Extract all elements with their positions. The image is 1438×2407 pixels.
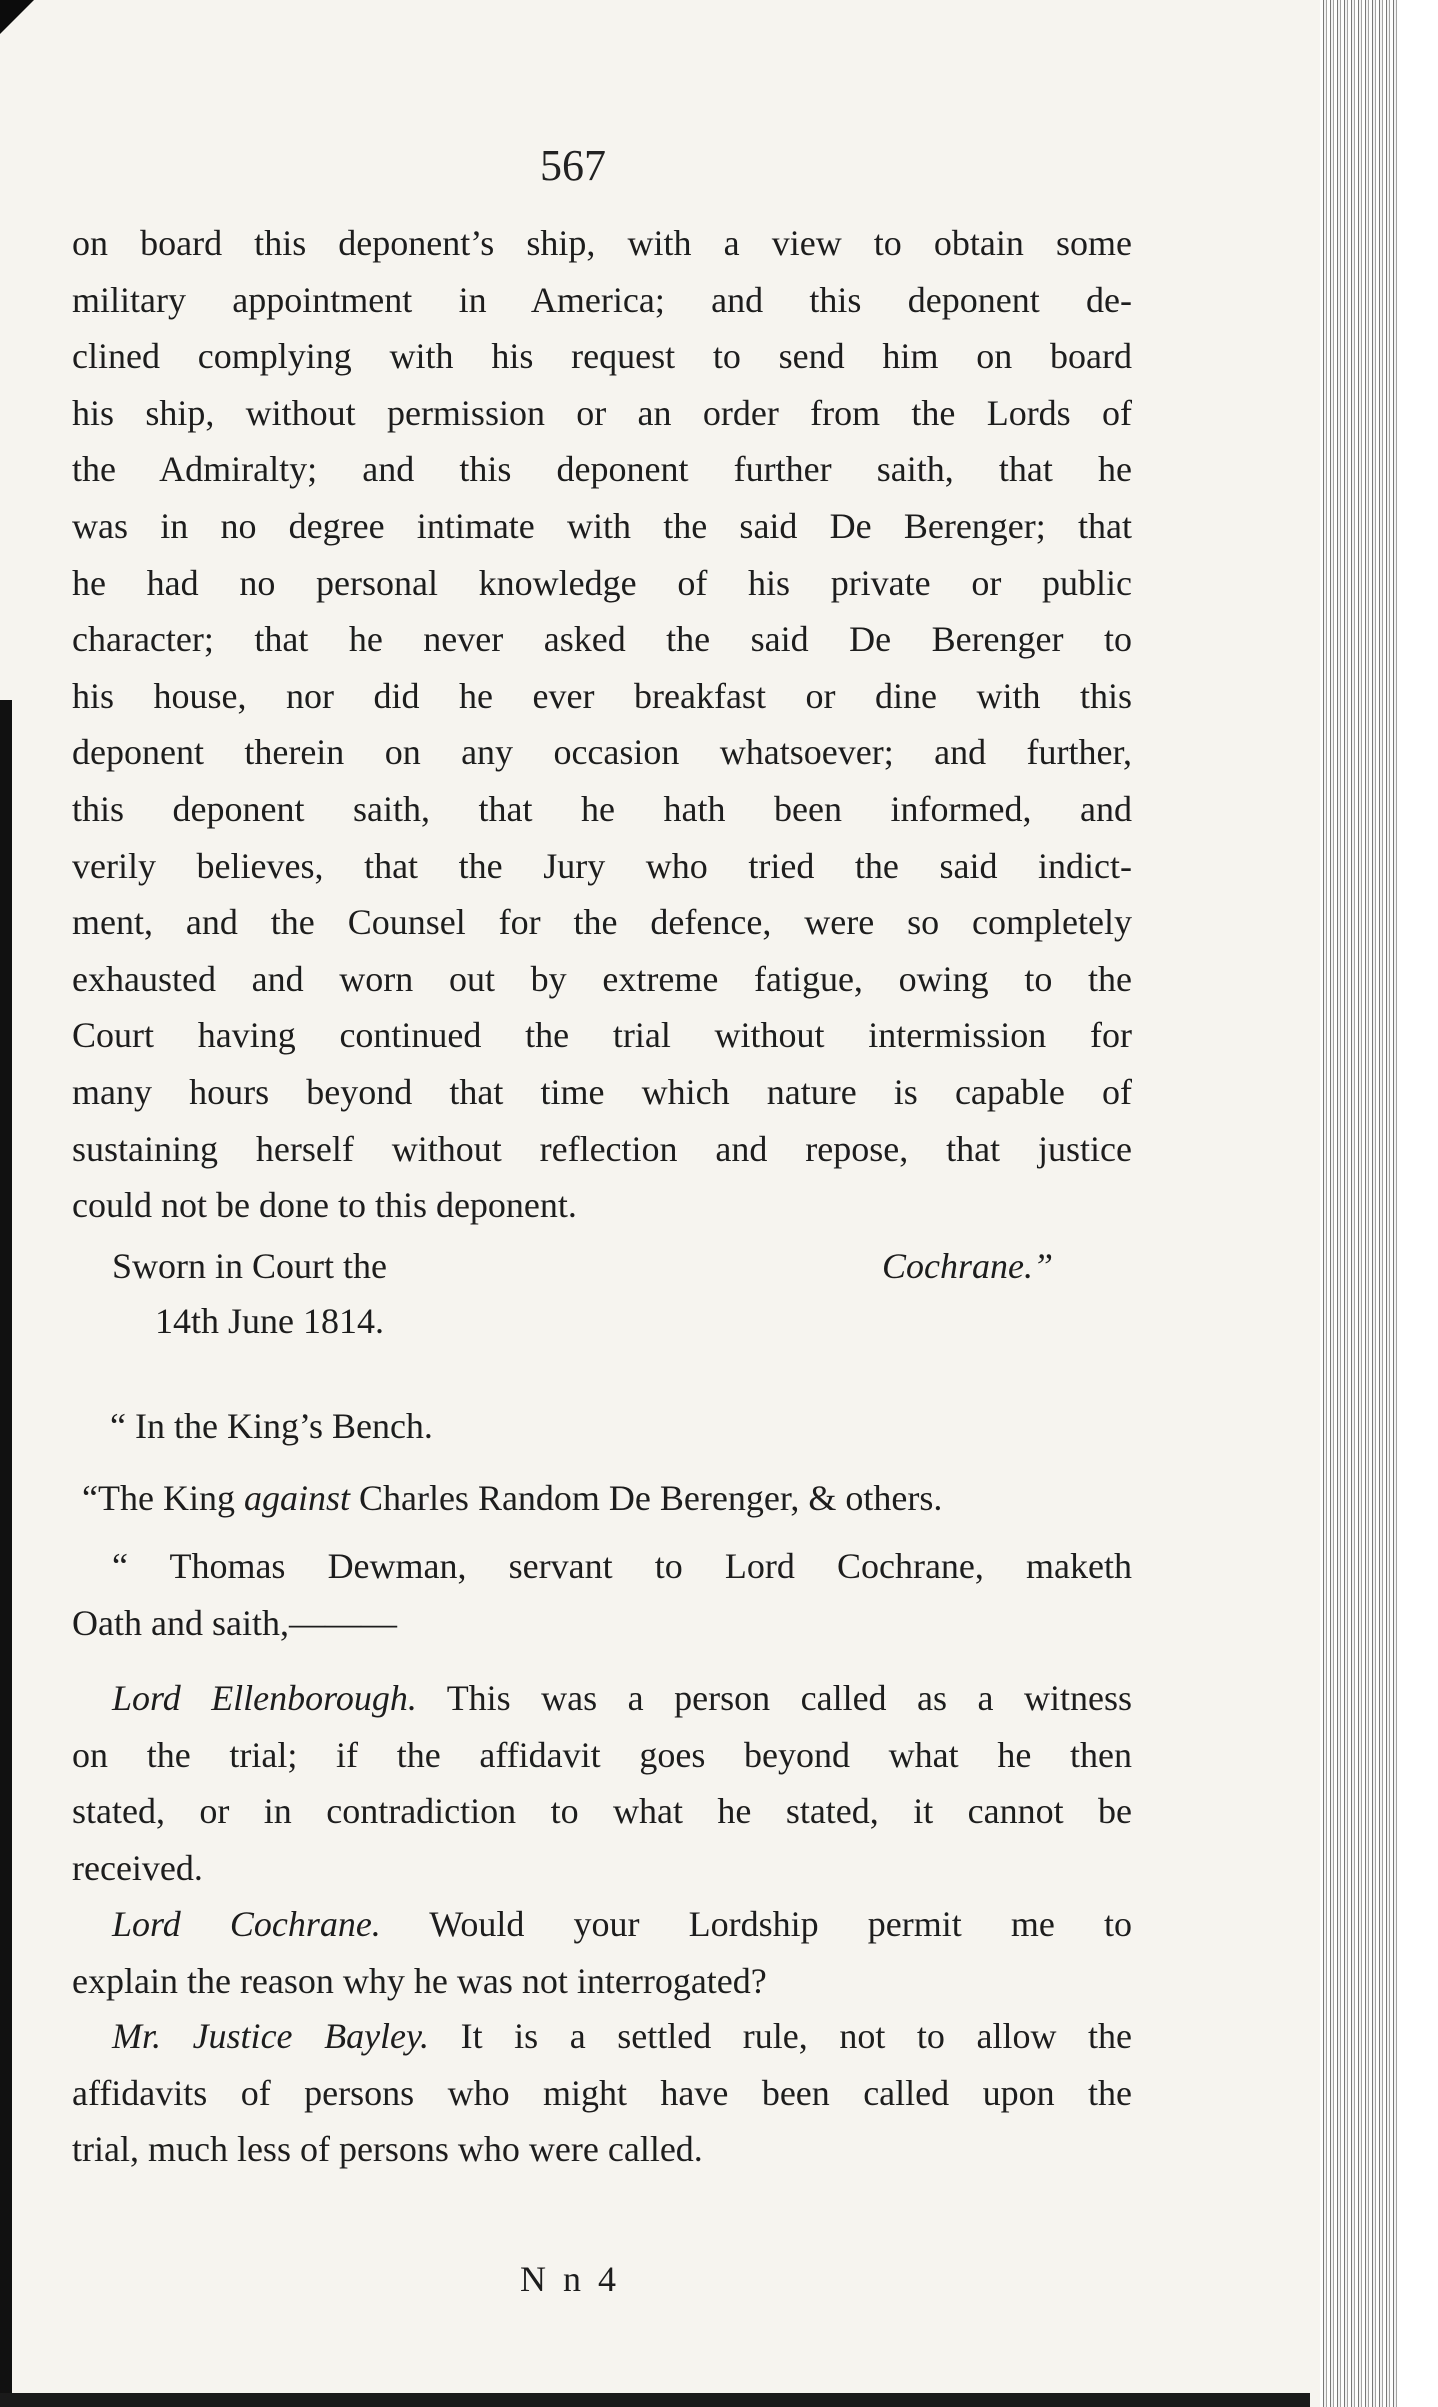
body-line: many hours beyond that time which nature is capable of	[72, 1071, 1132, 1112]
bayley-line: trial, much less of persons who were called.	[72, 2129, 703, 2170]
scan-bottom-edge	[0, 2393, 1310, 2407]
cochrane-line	[72, 1896, 1132, 1953]
case-against: against	[243, 1478, 350, 1518]
speaker-ellenborough: Lord Ellenborough.	[112, 1678, 417, 1718]
signature: Cochrane.”	[882, 1246, 1053, 1286]
body-line: clined complying with his request to send him on board	[72, 336, 1132, 377]
bayley-paragraph	[72, 2008, 1132, 2178]
dewman-line: “ Thomas Dewman, servant to Lord Cochrane, maketh	[112, 1546, 1132, 1586]
body-line: was in no degree intimate with the said De Berenger; that	[72, 505, 1132, 546]
case-prefix: “The King	[82, 1478, 244, 1518]
dewman-line: Oath and saith,———	[72, 1602, 397, 1643]
scan-corner-mark	[0, 0, 34, 34]
body-line: on board this deponent’s ship, with a view to obtain some	[72, 223, 1132, 263]
speaker-bayley: Mr. Justice Bayley.	[112, 2016, 430, 2056]
bayley-line: affidavits of persons who might have been called upon the	[72, 2072, 1132, 2113]
body-line: could not be done to this deponent.	[72, 1185, 577, 1226]
sworn-text: Sworn in Court the	[112, 1246, 387, 1286]
ellenborough-text: This was a person called as a witness	[416, 1678, 1133, 1718]
body-line: the Admiralty; and this deponent further saith, that he	[72, 449, 1132, 490]
body-line: ment, and the Counsel for the defence, were so completely	[72, 902, 1132, 943]
body-text	[72, 215, 1132, 1234]
ellenborough-line	[72, 1670, 1132, 1727]
catchword: N n 4	[520, 2259, 620, 2299]
bayley-text: It is a settled rule, not to allow the	[429, 2016, 1132, 2056]
body-line: he had no personal knowledge of his private or public	[72, 562, 1132, 603]
cochrane-paragraph	[72, 1896, 1132, 2009]
body-line: sustaining herself without reflection and repose, that justice	[72, 1128, 1132, 1169]
body-line: this deponent saith, that he hath been informed, and	[72, 788, 1132, 829]
sworn-date: 14th June 1814.	[155, 1301, 384, 1341]
cochrane-text: Would your Lordship permit me to	[380, 1904, 1132, 1944]
body-line: Court having continued the trial without intermission for	[72, 1015, 1132, 1056]
case-title	[82, 1470, 1142, 1527]
page-number: 567	[540, 141, 606, 190]
body-line: his ship, without permission or an order from the Lords of	[72, 392, 1132, 433]
dewman-paragraph	[72, 1538, 1132, 1651]
case-suffix: Charles Random De Berenger, & others.	[349, 1478, 943, 1518]
ellenborough-paragraph	[72, 1670, 1132, 1896]
body-line: character; that he never asked the said De Berenger to	[72, 619, 1132, 660]
court-heading: “ In the King’s Bench.	[110, 1406, 433, 1446]
speaker-cochrane: Lord Cochrane.	[112, 1904, 381, 1944]
cochrane-line: explain the reason why he was not interrogated?	[72, 1960, 767, 2001]
ellenborough-line: on the trial; if the affidavit goes beyond what he then	[72, 1734, 1132, 1775]
ellenborough-line: received.	[72, 1847, 203, 1888]
body-line: military appointment in America; and this deponent de-	[72, 279, 1132, 320]
scan-right-margin	[1398, 0, 1438, 2407]
ellenborough-line: stated, or in contradiction to what he stated, it cannot be	[72, 1791, 1132, 1832]
body-line: his house, nor did he ever breakfast or dine with this	[72, 675, 1132, 716]
body-line: exhausted and worn out by extreme fatigue, owing to the	[72, 958, 1132, 999]
bayley-line	[72, 2008, 1132, 2065]
body-line: deponent therein on any occasion whatsoever; and further,	[72, 732, 1132, 773]
body-line: verily believes, that the Jury who tried the said indict-	[72, 845, 1132, 886]
scan-left-edge	[0, 700, 12, 2400]
